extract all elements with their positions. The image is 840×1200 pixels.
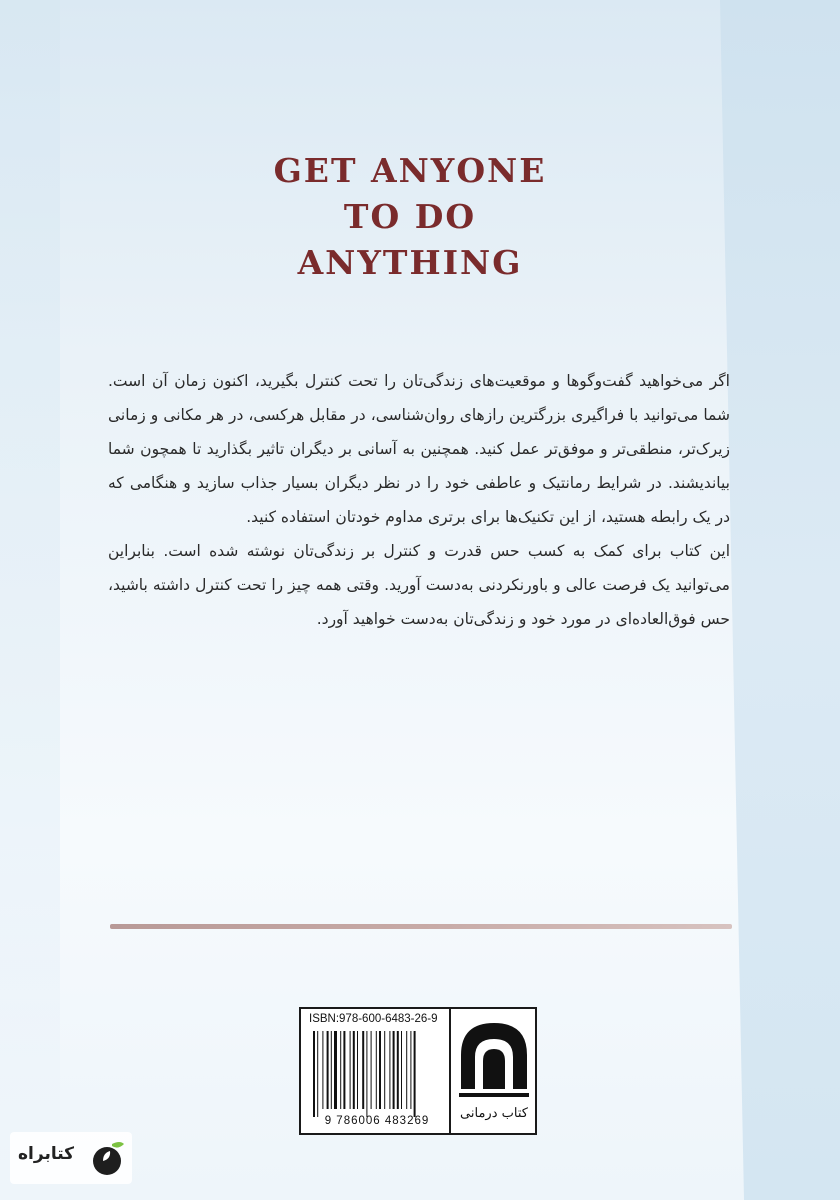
barcode-bar <box>362 1031 364 1109</box>
barcode-bar <box>366 1031 367 1117</box>
barcode-bar <box>313 1031 315 1117</box>
title-line-2: TO DO <box>343 197 477 236</box>
barcode <box>311 1031 443 1117</box>
barcode-bar <box>376 1031 377 1109</box>
barcode-bar <box>353 1031 355 1109</box>
book-title <box>200 148 620 286</box>
watermark-text: کتابراه <box>18 1144 75 1164</box>
title-line-3: ANYTHING <box>297 243 523 282</box>
logo-separator <box>449 1009 451 1133</box>
barcode-bar <box>350 1031 351 1109</box>
kitabrah-watermark <box>10 1132 132 1184</box>
barcode-bar <box>389 1031 390 1109</box>
barcode-digits: 9 786006 483269 <box>324 1115 430 1127</box>
publisher-logo-text: کتاب درمانی <box>460 1106 528 1121</box>
barcode-bar <box>317 1031 318 1117</box>
isbn-barcode-box <box>299 1007 537 1135</box>
barcode-bar <box>414 1031 416 1117</box>
background-right-band <box>720 0 840 1200</box>
barcode-bar <box>379 1031 381 1109</box>
blurb-paragraph-1: اگر می‌خواهید گفت‌وگوها و موقعیت‌های زندگی‌تان را تحت کنترل بگیرید، اکنون زمان آن است. شما می‌توانید با فراگیری بزرگترین رازهای روان‌شناسی، در مقابل هرکسی، در هر مکانی و زمانی زیرک‌تر، منطقی‌تر و موفق‌تر عمل کنید. همچنین به آسانی بر دیگران تاثیر بگذارید تا همچون شما بیاندیشند. در شرایط رمانتیک و عاطفی خود را در نظر دیگران بسیار جذاب سازید و هنگامی که در یک رابطه هستید، از این تکنیک‌ها برای برتری مداوم خودتان استفاده کنید. <box>108 372 730 526</box>
barcode-bar <box>357 1031 358 1109</box>
back-cover-blurb <box>108 364 730 636</box>
barcode-bar <box>322 1031 323 1109</box>
barcode-bar <box>327 1031 329 1109</box>
title-line-1: GET ANYONE <box>273 151 547 190</box>
divider-line <box>110 924 732 929</box>
barcode-bar <box>384 1031 385 1109</box>
barcode-bar <box>340 1031 341 1109</box>
barcode-bar <box>406 1031 407 1109</box>
barcode-bar <box>410 1031 411 1109</box>
barcode-bar <box>331 1031 332 1109</box>
barcode-bar <box>334 1031 337 1109</box>
barcode-bar <box>343 1031 345 1109</box>
background-left-band <box>0 0 60 1200</box>
publisher-logo <box>455 1017 533 1127</box>
barcode-bar <box>371 1031 372 1109</box>
leaf-logo-icon <box>90 1138 126 1178</box>
barcode-bar <box>397 1031 399 1109</box>
barcode-bar <box>401 1031 402 1109</box>
blurb-paragraph-2: این کتاب برای کمک به کسب حس قدرت و کنترل بر زندگی‌تان نوشته شده است. بنابراین می‌توانید یک فرصت عالی و باورنکردنی به‌دست آورید. وقتی همه چیز را تحت کنترل داشته باشید، حس فوق‌العاده‌ای در مورد خود و زندگی‌تان به‌دست خواهید آورد. <box>108 542 730 628</box>
barcode-bar <box>393 1031 395 1109</box>
isbn-label: ISBN:978-600-6483-26-9 <box>309 1013 438 1025</box>
